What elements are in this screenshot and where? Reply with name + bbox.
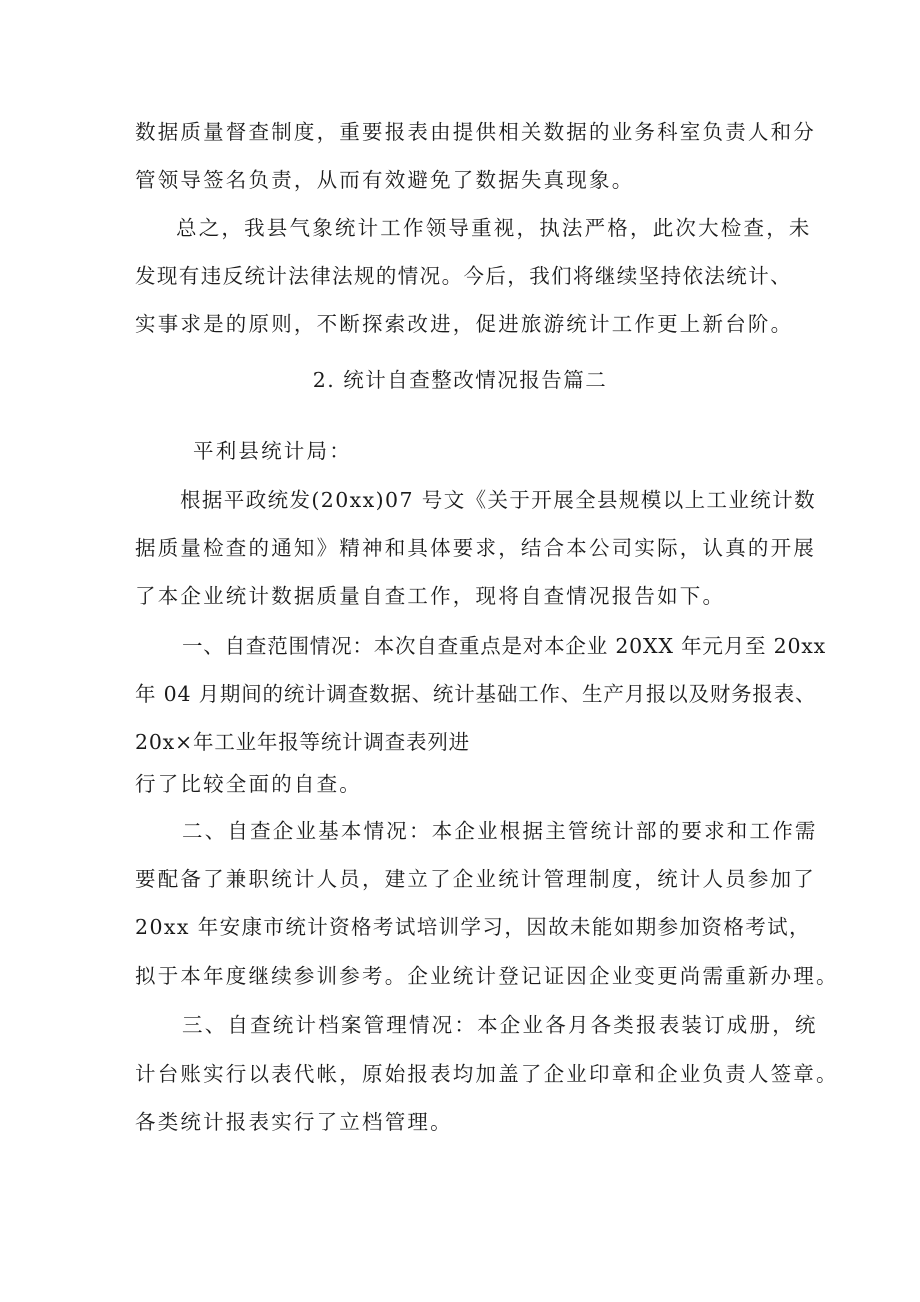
section-heading: 2. 统计自查整改情况报告篇二 bbox=[312, 368, 608, 392]
paragraph-line: 拟于本年度继续参训参考。企业统计登记证因企业变更尚需重新办理。 bbox=[135, 964, 839, 988]
paragraph-line: 发现有违反统计法律法规的情况。今后，我们将继续坚持依法统计、 bbox=[135, 264, 792, 288]
salutation: 平利县统计局： bbox=[193, 439, 352, 463]
paragraph-line: 年 04 月期间的统计调查数据、统计基础工作、生产月报以及财务报表、 bbox=[135, 682, 817, 706]
paragraph-line: 数据质量督查制度，重要报表由提供相关数据的业务科室负责人和分 bbox=[135, 120, 816, 144]
paragraph-line: 实事求是的原则，不断探索改进，促进旅游统计工作更上新台阶。 bbox=[135, 312, 794, 336]
paragraph-line: 计台账实行以表代帐，原始报表均加盖了企业印章和企业负责人签章。 bbox=[135, 1062, 839, 1086]
paragraph-line: 三、自查统计档案管理情况：本企业各月各类报表装订成册，统 bbox=[182, 1013, 818, 1037]
paragraph-line: 总之，我县气象统计工作领导重视，执法严格，此次大检查，未 bbox=[176, 216, 812, 240]
paragraph-line: 管领导签名负责，从而有效避免了数据失真现象。 bbox=[135, 168, 635, 192]
paragraph-line: 一、自查范围情况：本次自查重点是对本企业 20XX 年元月至 20xx bbox=[182, 634, 827, 658]
paragraph-line: 据质量检查的通知》精神和具体要求，结合本公司实际，认真的开展 bbox=[135, 536, 816, 560]
paragraph-line: 要配备了兼职统计人员，建立了企业统计管理制度，统计人员参加了 bbox=[135, 867, 816, 891]
paragraph-line: 20xx 年安康市统计资格考试培训学习，因故未能如期参加资格考试， bbox=[135, 915, 811, 939]
paragraph-line: 了本企业统计数据质量自查工作，现将自查情况报告如下。 bbox=[135, 584, 726, 608]
paragraph-line: 20x×年工业年报等统计调查表列进 bbox=[135, 730, 470, 754]
paragraph-line: 各类统计报表实行了立档管理。 bbox=[135, 1110, 453, 1134]
paragraph-line: 二、自查企业基本情况：本企业根据主管统计部的要求和工作需 bbox=[182, 819, 818, 843]
paragraph-line: 行了比较全面的自查。 bbox=[135, 772, 362, 796]
paragraph-line: 根据平政统发(20xx)07 号文《关于开展全县规模以上工业统计数 bbox=[180, 488, 817, 512]
